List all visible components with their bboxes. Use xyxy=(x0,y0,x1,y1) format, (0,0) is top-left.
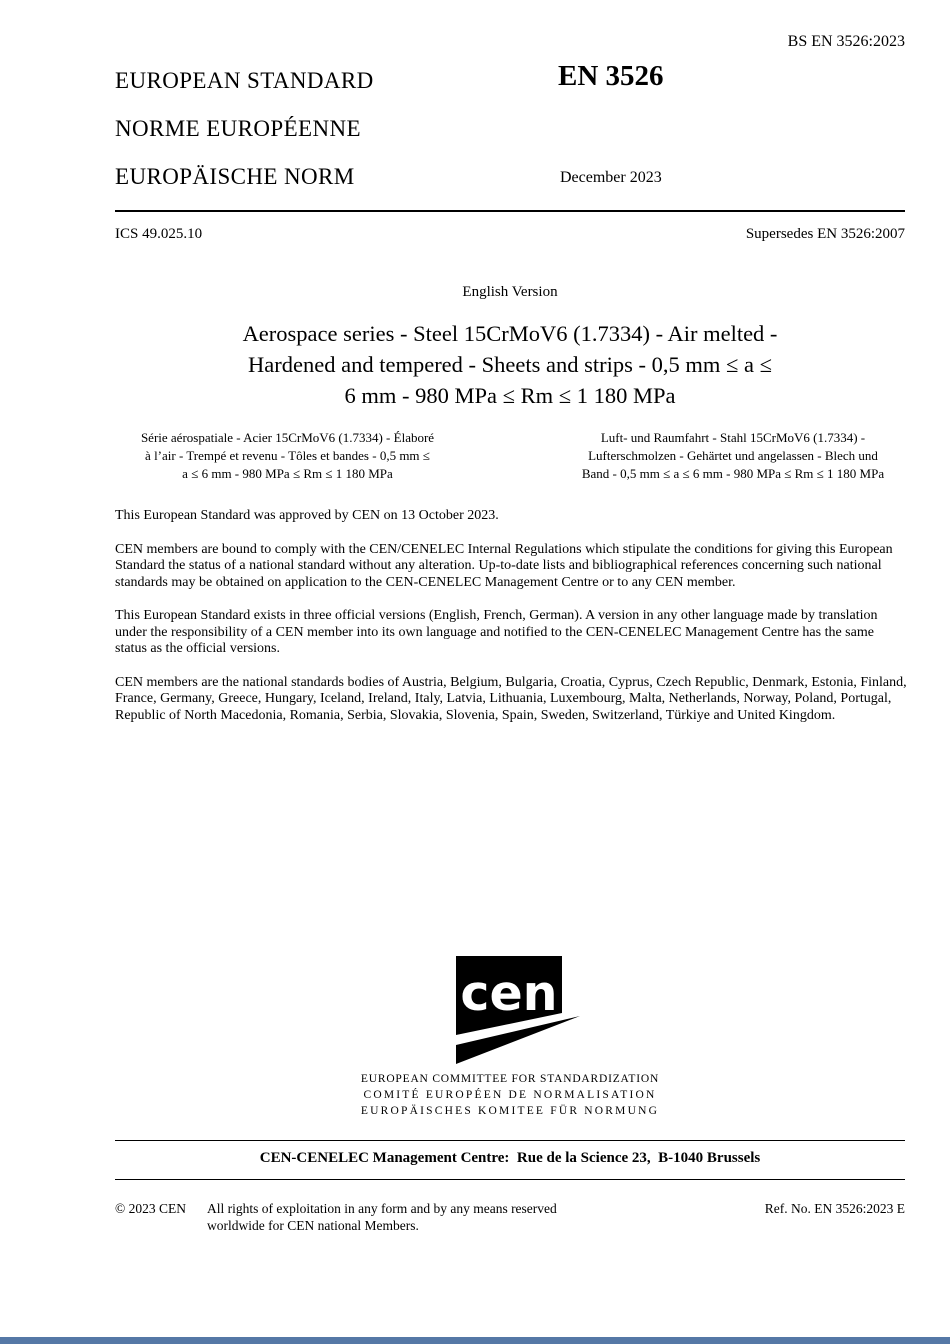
approval-paragraph: This European Standard was approved by CEN on 13 October 2023. xyxy=(115,508,499,523)
members-paragraph: CEN members are the national standards bodies of Austria, Belgium, Bulgaria, Croatia, Cyprus, Czech Republic, Denmark, Estonia, Finland, France, Germany, Greece, Hungary, Iceland, Ireland, Italy, Latvia, Lithuania, Luxembourg, Malta, Netherlands, Norway, Poland, Portugal, Republic of North Macedonia, Romania, Serbia, Slovakia, Slovenia, Spain, Sweden, Switzerland, Türkiye and United Kingdom. xyxy=(115,674,907,723)
rights-line: All rights of exploitation in any form and by any means reserved xyxy=(207,1201,557,1216)
version-label: English Version xyxy=(462,284,558,300)
supersedes-note: Supersedes EN 3526:2007 xyxy=(745,226,905,242)
rights-line: worldwide for CEN national Members. xyxy=(207,1217,419,1233)
title-line: Hardened and tempered - Sheets and strips - 0,5 mm ≤ a ≤ xyxy=(248,352,772,377)
document-title xyxy=(115,318,905,411)
ics-code: ICS 49.025.10 xyxy=(115,226,203,242)
committee-line-en: EUROPEAN COMMITTEE FOR STANDARDIZATION xyxy=(360,1073,660,1085)
title-french-line: a ≤ 6 mm - 980 MPa ≤ Rm ≤ 1 180 MPa xyxy=(182,466,393,481)
title-german-line: Lufterschmolzen - Gehärtet und angelassen - Blech und xyxy=(588,448,878,463)
committee-line-fr: COMITÉ EUROPÉEN DE NORMALISATION xyxy=(363,1089,657,1101)
cen-logo-text: cen xyxy=(460,965,558,1022)
divider-top xyxy=(115,1140,905,1141)
header-divider xyxy=(115,210,905,212)
title-line: Aerospace series - Steel 15CrMoV6 (1.7334) - Air melted - xyxy=(242,321,778,346)
meta-row xyxy=(115,226,905,243)
title-line: 6 mm - 980 MPa ≤ Rm ≤ 1 180 MPa xyxy=(344,383,676,408)
title-german-line: Band - 0,5 mm ≤ a ≤ 6 mm - 980 MPa ≤ Rm ≤ 1 180 MPa xyxy=(581,466,885,481)
bs-reference: BS EN 3526:2023 xyxy=(787,33,905,50)
copyright-notice: © 2023 CEN xyxy=(115,1201,187,1216)
title-french-line: à l’air - Trempé et revenu - Tôles et bandes - 0,5 mm ≤ xyxy=(145,448,430,463)
header-title-english: EUROPEAN STANDARD xyxy=(115,68,374,93)
bottom-bar xyxy=(0,1337,950,1344)
title-german-line: Luft- und Raumfahrt - Stahl 15CrMoV6 (1.7334) - xyxy=(600,430,866,445)
committee-names xyxy=(115,1071,905,1119)
regulations-paragraph: CEN members are bound to comply with the CEN/CENELEC Internal Regulations which stipulate the conditions for giving this European Standard the status of a national standard without any alteration. Up-to-date lists and bibliographical references concerning such national standards may be obtained on application to the CEN-CENELEC Management Centre or to any CEN member. xyxy=(115,541,893,590)
divider-bottom xyxy=(115,1179,905,1180)
title-french xyxy=(115,429,460,483)
versions-paragraph: This European Standard exists in three official versions (English, French, German). A version in any other language made by translation under the responsibility of a CEN member into its own language and notified to the CEN-CENELEC Management Centre has the same status as the official versions. xyxy=(115,608,878,657)
cen-logo xyxy=(456,956,584,1064)
body-paragraphs xyxy=(115,508,907,741)
committee-line-de: EUROPÄISCHES KOMITEE FÜR NORMUNG xyxy=(360,1105,660,1117)
standard-number: EN 3526 xyxy=(558,60,664,92)
rights-statement xyxy=(207,1201,765,1235)
publication-date: December 2023 xyxy=(560,169,662,186)
title-german xyxy=(560,429,906,483)
management-centre-address: CEN-CENELEC Management Centre: Rue de la Science 23, B-1040 Brussels xyxy=(259,1150,761,1166)
title-french-line: Série aérospatiale - Acier 15CrMoV6 (1.7334) - Élaboré xyxy=(140,430,435,445)
header-title-french: NORME EUROPÉENNE xyxy=(115,116,361,141)
footer xyxy=(115,1201,905,1235)
header-title-german: EUROPÄISCHE NORM xyxy=(115,164,355,189)
reference-number: Ref. No. EN 3526:2023 E xyxy=(764,1201,905,1216)
cen-logo-graphic xyxy=(456,956,584,1064)
